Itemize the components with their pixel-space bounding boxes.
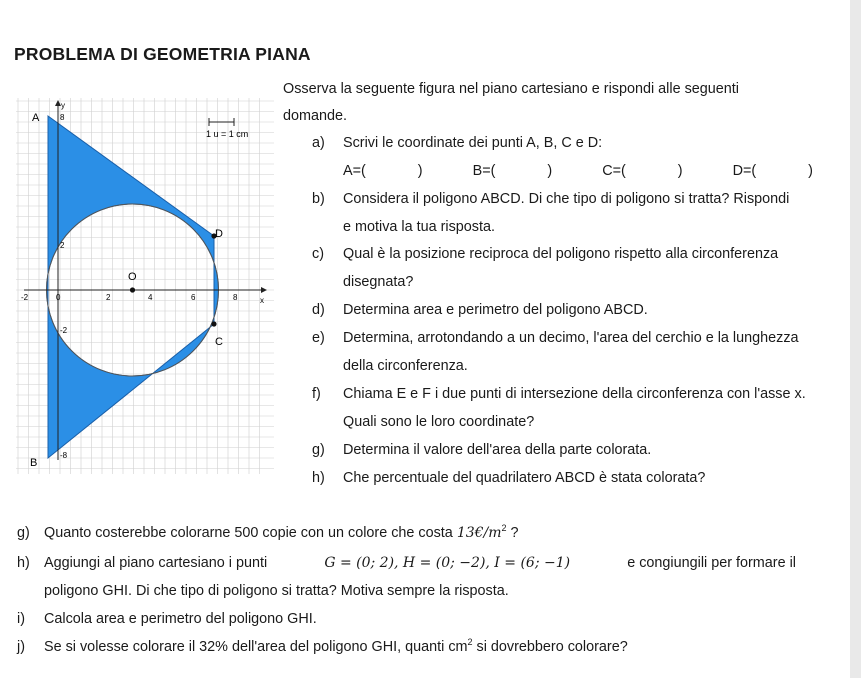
label-b: B	[30, 457, 38, 469]
question-label: j)	[17, 639, 25, 655]
scale-label: 1 u = 1 cm	[206, 129, 249, 139]
y-tick: 8	[60, 113, 65, 122]
question-text: disegnata?	[343, 274, 414, 290]
question-text: Calcola area e perimetro del poligono GHI.	[44, 611, 317, 627]
question-text: Chiama E e F i due punti di intersezione della circonferenza con l'asse x.	[343, 386, 806, 402]
y-tick: -2	[60, 326, 68, 335]
question-text: Determina, arrotondando a un decimo, l'area del cerchio e la lunghezza	[343, 330, 799, 346]
x-tick: 2	[106, 293, 111, 302]
question-text: e motiva la tua risposta.	[343, 219, 495, 235]
question-label: f)	[312, 386, 321, 402]
question-label: d)	[312, 302, 325, 318]
question-text: Qual è la posizione reciproca del poligono rispetto alla circonferenza	[343, 246, 779, 262]
question-label: e)	[312, 330, 325, 346]
question-label: c)	[312, 246, 324, 262]
scrollbar-track[interactable]	[850, 0, 861, 678]
question-text-j: Se si volesse colorare il 32% dell'area del poligono GHI, quanti $cm^2$ si dovrebbero colorare?	[44, 637, 628, 655]
point-c	[211, 321, 216, 326]
y-tick: 2	[60, 241, 65, 250]
question-text: Che percentuale del quadrilatero ABCD è stata colorata?	[343, 470, 706, 486]
axis-label-x: x	[260, 296, 264, 305]
x-tick: 0	[56, 293, 61, 302]
question-text: poligono GHI. Di che tipo di poligono si tratta? Motiva sempre la risposta.	[44, 583, 509, 599]
blank-d: D=(	[732, 163, 757, 179]
label-o: O	[128, 271, 137, 283]
coordinate-blanks: A=( ) B=( ) C=( ) D=( )	[343, 163, 813, 179]
question-label: h)	[17, 555, 30, 571]
label-a: A	[32, 112, 40, 124]
x-tick: 4	[148, 293, 153, 302]
point-o	[130, 287, 135, 292]
x-tick: 8	[233, 293, 238, 302]
question-label: g)	[312, 442, 325, 458]
label-d: D	[215, 228, 223, 240]
x-tick: -2	[21, 293, 29, 302]
axis-label-y: y	[61, 101, 65, 110]
intro-line-2: domande.	[283, 108, 348, 124]
question-text: Determina area e perimetro del poligono ABCD.	[343, 302, 648, 318]
page-title: PROBLEMA DI GEOMETRIA PIANA	[14, 44, 311, 64]
blank-c: C=(	[602, 163, 626, 179]
blank-b: B=(	[472, 163, 496, 179]
blank-a: A=(	[343, 163, 366, 179]
question-label: g)	[17, 525, 30, 541]
shaded-region	[47, 116, 219, 458]
x-axis-arrow	[261, 287, 267, 293]
question-text-g: Quanto costerebbe colorarne 500 copie con un colore che costa $13€/m^2$ ?	[44, 523, 519, 541]
question-text: Considera il poligono ABCD. Di che tipo di poligono si tratta? Rispondi	[343, 191, 790, 207]
question-label: a)	[312, 135, 325, 151]
question-text: della circonferenza.	[343, 358, 468, 374]
question-label: h)	[312, 470, 325, 486]
intro-line-1: Osserva la seguente figura nel piano cartesiano e rispondi alle seguenti	[283, 81, 739, 97]
question-label: i)	[17, 611, 25, 627]
cartesian-figure	[16, 98, 274, 474]
label-c: C	[215, 336, 223, 348]
question-text: Scrivi le coordinate dei punti A, B, C e D:	[343, 135, 603, 151]
question-text-h: Aggiungi al piano cartesiano i punti G = (0; 2), H = (0; −2), I = (6; −1) e congiungili per formare il	[44, 555, 796, 571]
question-text: Determina il valore dell'area della parte colorata.	[343, 442, 652, 458]
question-label: b)	[312, 191, 325, 207]
x-tick: 6	[191, 293, 196, 302]
question-text: Quali sono le loro coordinate?	[343, 414, 535, 430]
y-tick: -8	[60, 451, 68, 460]
